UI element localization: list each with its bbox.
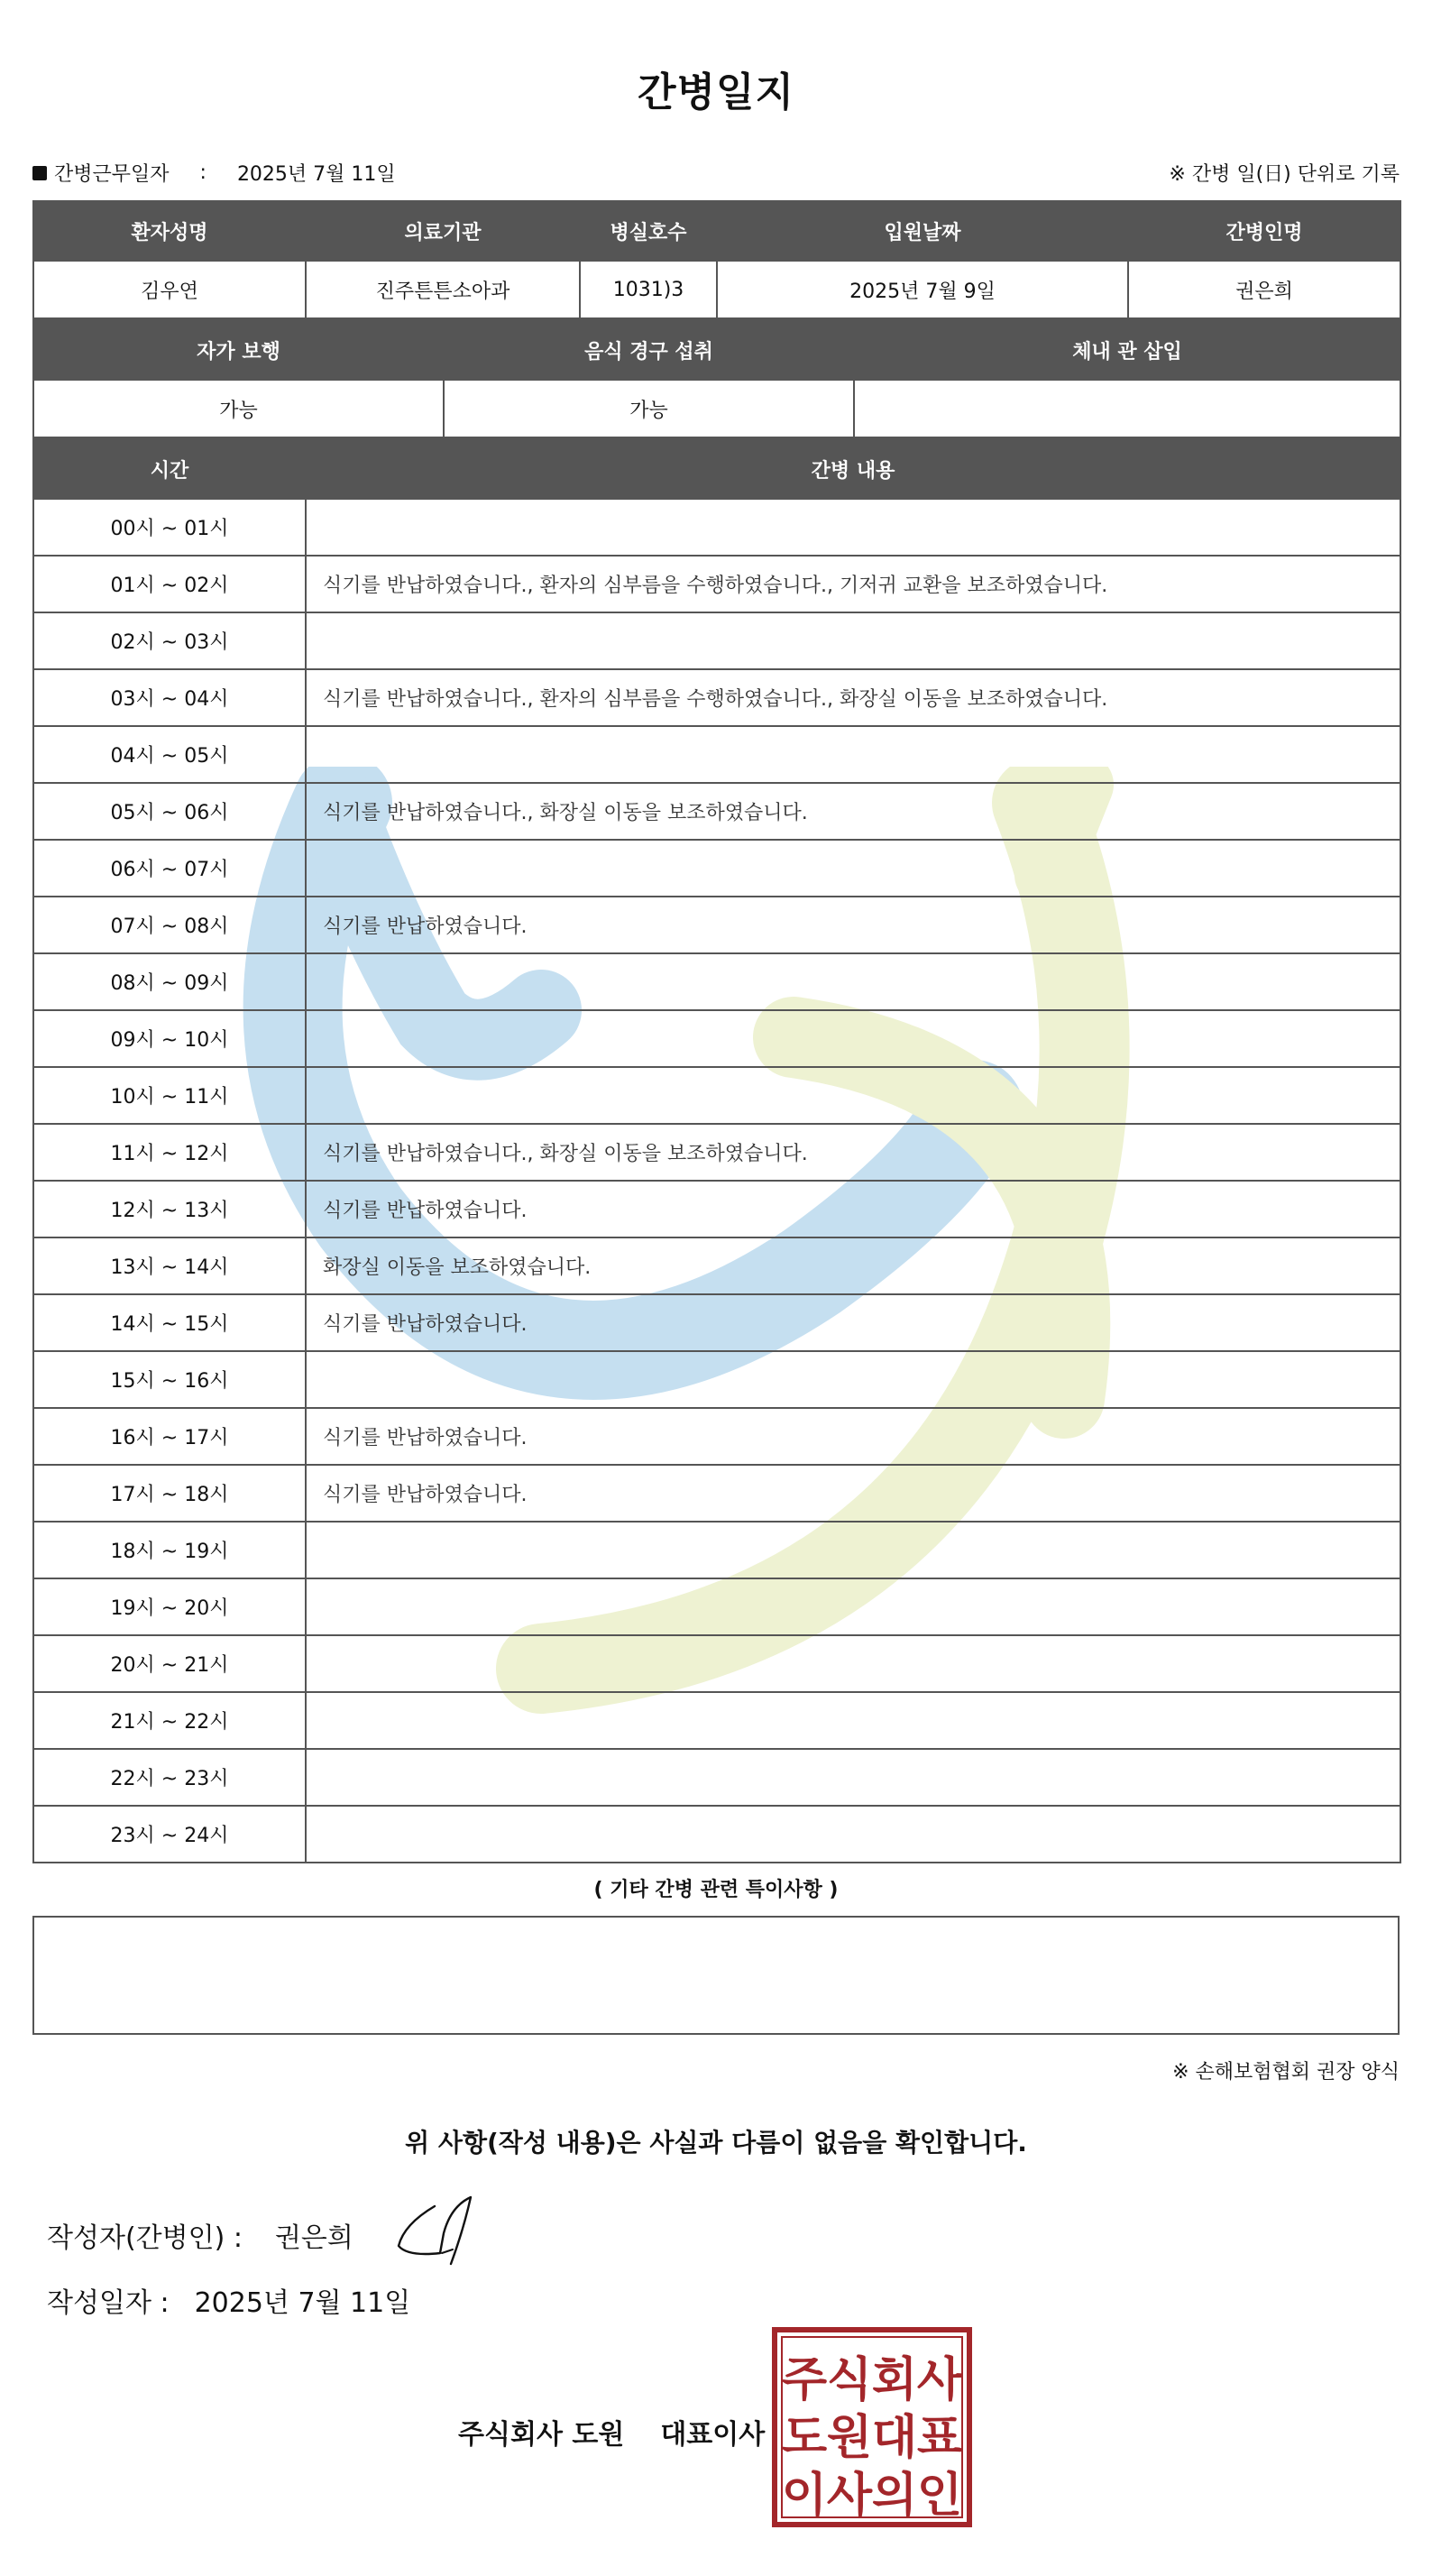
log-time-cell: 08시 ~ 09시 xyxy=(33,953,306,1010)
patient-status-table xyxy=(32,319,1401,438)
seal-glyph: 의 xyxy=(871,2469,918,2523)
log-row xyxy=(33,1635,1400,1692)
log-row xyxy=(33,1749,1400,1806)
seal-glyph: 이 xyxy=(781,2469,828,2523)
log-row xyxy=(33,840,1400,897)
log-time-cell: 00시 ~ 01시 xyxy=(33,499,306,556)
log-note-cell xyxy=(306,612,1400,669)
log-time-cell: 20시 ~ 21시 xyxy=(33,1635,306,1692)
care-log-table xyxy=(32,438,1401,1863)
header-oral-intake: 음식 경구 섭취 xyxy=(444,320,854,380)
oral-intake-value: 가능 xyxy=(444,380,854,437)
log-note-cell: 화장실 이동을 보조하였습니다. xyxy=(306,1237,1400,1294)
log-note-cell xyxy=(306,1010,1400,1067)
log-row xyxy=(33,1010,1400,1067)
page-title: 간병일지 xyxy=(637,69,794,115)
log-note-cell: 식기를 반납하였습니다. xyxy=(306,1408,1400,1465)
log-note-cell: 식기를 반납하였습니다. xyxy=(306,1181,1400,1237)
writer-name: 권은희 xyxy=(274,2222,353,2254)
log-time-cell: 02시 ~ 03시 xyxy=(33,612,306,669)
seal-glyph: 표 xyxy=(916,2411,963,2465)
log-row xyxy=(33,1522,1400,1578)
tube-insertion-value xyxy=(854,380,1400,437)
seal-glyph: 회 xyxy=(871,2353,918,2407)
log-time-cell: 10시 ~ 11시 xyxy=(33,1067,306,1124)
log-row xyxy=(33,1294,1400,1351)
log-note-cell xyxy=(306,1578,1400,1635)
log-note-cell: 식기를 반납하였습니다., 환자의 심부름을 수행하였습니다., 화장실 이동을 보조하였습니다. xyxy=(306,669,1400,726)
log-row xyxy=(33,499,1400,556)
log-note-cell xyxy=(306,726,1400,783)
log-row xyxy=(33,897,1400,953)
self-walking-value: 가능 xyxy=(33,380,444,437)
log-row xyxy=(33,1578,1400,1635)
writer-label: 작성자(간병인) : xyxy=(47,2222,243,2254)
log-time-cell: 01시 ~ 02시 xyxy=(33,556,306,612)
caregiver-name: 권은희 xyxy=(1128,261,1400,318)
log-time-cell: 05시 ~ 06시 xyxy=(33,783,306,840)
log-time-cell: 22시 ~ 23시 xyxy=(33,1749,306,1806)
other-notes-title: ( 기타 간병 관련 특이사항 ) xyxy=(593,1879,839,1901)
log-row xyxy=(33,1067,1400,1124)
room-number: 1031)3 xyxy=(580,261,717,318)
seal-glyph: 식 xyxy=(826,2353,873,2407)
log-note-cell: 식기를 반납하였습니다. xyxy=(306,1294,1400,1351)
log-note-cell xyxy=(306,499,1400,556)
log-row xyxy=(33,612,1400,669)
header-patient-name: 환자성명 xyxy=(33,201,306,261)
admission-date: 2025년 7월 9일 xyxy=(717,261,1128,318)
company-representative: 대표이사 xyxy=(660,2419,766,2451)
log-time-cell: 11시 ~ 12시 xyxy=(33,1124,306,1181)
log-row xyxy=(33,556,1400,612)
log-row xyxy=(33,953,1400,1010)
log-time-cell: 16시 ~ 17시 xyxy=(33,1408,306,1465)
log-note-cell: 식기를 반납하였습니다., 환자의 심부름을 수행하였습니다., 기저귀 교환을 보조하였습니다. xyxy=(306,556,1400,612)
log-time-cell: 14시 ~ 15시 xyxy=(33,1294,306,1351)
log-row xyxy=(33,1408,1400,1465)
written-date-label: 작성일자 : xyxy=(47,2287,170,2319)
work-date-label: 간병근무일자 xyxy=(54,163,170,186)
log-row xyxy=(33,1237,1400,1294)
log-time-cell: 09시 ~ 10시 xyxy=(33,1010,306,1067)
log-row xyxy=(33,726,1400,783)
company-name: 주식회사 도원 xyxy=(458,2419,625,2451)
writer-row xyxy=(47,2215,353,2255)
patient-name: 김우연 xyxy=(33,261,306,318)
log-time-cell: 17시 ~ 18시 xyxy=(33,1465,306,1522)
header-admission-date: 입원날짜 xyxy=(717,201,1128,261)
confirmation-statement: 위 사항(작성 내용)은 사실과 다름이 없음을 확인합니다. xyxy=(405,2128,1027,2157)
patient-info-table xyxy=(32,200,1401,319)
log-row xyxy=(33,1124,1400,1181)
hospital-name: 진주튼튼소아과 xyxy=(306,261,580,318)
log-note-cell: 식기를 반납하였습니다. xyxy=(306,1465,1400,1522)
log-row xyxy=(33,1181,1400,1237)
company-row xyxy=(458,2412,765,2452)
log-note-cell: 식기를 반납하였습니다., 화장실 이동을 보조하였습니다. xyxy=(306,783,1400,840)
header-self-walking: 자가 보행 xyxy=(33,320,444,380)
handwritten-signature xyxy=(388,2190,478,2268)
log-time-cell: 12시 ~ 13시 xyxy=(33,1181,306,1237)
header-room-number: 병실호수 xyxy=(580,201,717,261)
log-note-cell xyxy=(306,953,1400,1010)
log-time-cell: 23시 ~ 24시 xyxy=(33,1806,306,1863)
work-date-value: 2025년 7월 11일 xyxy=(236,163,396,186)
log-note-cell xyxy=(306,1806,1400,1863)
written-date-value: 2025년 7월 11일 xyxy=(194,2287,411,2319)
log-note-cell: 식기를 반납하였습니다., 화장실 이동을 보조하였습니다. xyxy=(306,1124,1400,1181)
log-note-cell xyxy=(306,1749,1400,1806)
seal-glyph: 인 xyxy=(916,2469,963,2523)
bullet-square-icon xyxy=(32,166,47,180)
log-note-cell xyxy=(306,1522,1400,1578)
header-time: 시간 xyxy=(33,439,306,499)
log-note-cell: 식기를 반납하였습니다. xyxy=(306,897,1400,953)
log-time-cell: 06시 ~ 07시 xyxy=(33,840,306,897)
other-notes-box xyxy=(32,1916,1400,2035)
log-time-cell: 04시 ~ 05시 xyxy=(33,726,306,783)
log-note-cell xyxy=(306,1692,1400,1749)
seal-glyph: 도 xyxy=(781,2411,828,2465)
log-time-cell: 13시 ~ 14시 xyxy=(33,1237,306,1294)
log-note-cell xyxy=(306,1635,1400,1692)
work-date-separator: : xyxy=(199,161,207,184)
log-row xyxy=(33,783,1400,840)
seal-glyph: 주 xyxy=(781,2353,828,2407)
log-note-cell xyxy=(306,840,1400,897)
log-note-cell xyxy=(306,1067,1400,1124)
log-row xyxy=(33,669,1400,726)
seal-glyph: 대 xyxy=(871,2411,918,2465)
log-time-cell: 21시 ~ 22시 xyxy=(33,1692,306,1749)
header-tube-insertion: 체내 관 삽입 xyxy=(854,320,1400,380)
seal-glyph: 원 xyxy=(826,2411,873,2465)
written-date-row xyxy=(47,2280,410,2320)
log-time-cell: 07시 ~ 08시 xyxy=(33,897,306,953)
log-time-cell: 18시 ~ 19시 xyxy=(33,1522,306,1578)
log-row xyxy=(33,1465,1400,1522)
header-care-content: 간병 내용 xyxy=(306,439,1400,499)
log-row xyxy=(33,1806,1400,1863)
log-row xyxy=(33,1692,1400,1749)
work-date-row xyxy=(32,159,396,187)
log-row xyxy=(33,1351,1400,1408)
header-caregiver-name: 간병인명 xyxy=(1128,201,1400,261)
seal-glyph: 사 xyxy=(826,2469,873,2523)
log-time-cell: 19시 ~ 20시 xyxy=(33,1578,306,1635)
form-footnote: ※ 손해보험협회 권장 양식 xyxy=(1172,2061,1400,2084)
log-time-cell: 15시 ~ 16시 xyxy=(33,1351,306,1408)
company-seal-stamp xyxy=(772,2327,972,2527)
record-unit-note: ※ 간병 일(日) 단위로 기록 xyxy=(1169,163,1400,186)
log-note-cell xyxy=(306,1351,1400,1408)
header-hospital: 의료기관 xyxy=(306,201,580,261)
seal-glyph: 사 xyxy=(916,2353,963,2407)
log-time-cell: 03시 ~ 04시 xyxy=(33,669,306,726)
